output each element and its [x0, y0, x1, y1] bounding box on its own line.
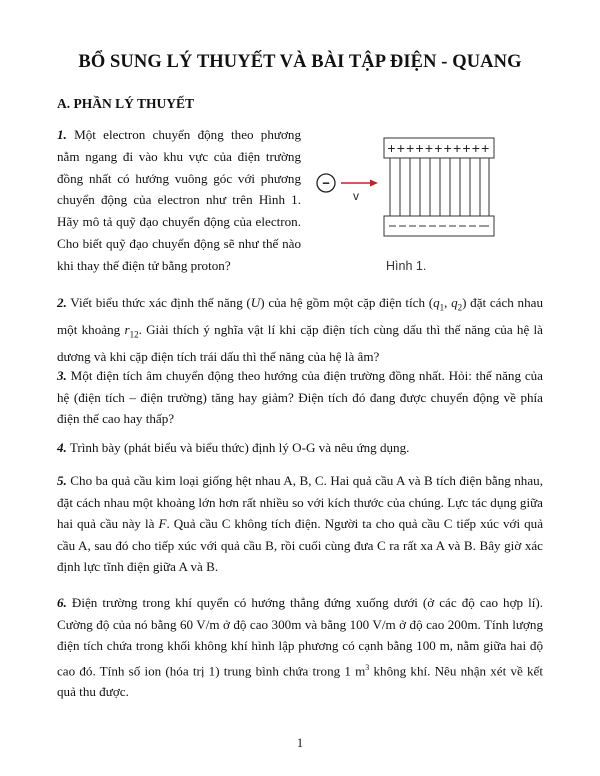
- question-1: [57, 124, 301, 277]
- page-title: BỔ SUNG LÝ THUYẾT VÀ BÀI TẬP ĐIỆN - QUANG: [78, 52, 522, 72]
- question-number: 5.: [57, 473, 67, 488]
- question-5: [57, 470, 543, 578]
- math-symbol: U: [250, 295, 261, 310]
- question-6: [57, 592, 543, 703]
- math-subscript: 2: [457, 302, 463, 313]
- math-subscript: 1: [439, 302, 445, 313]
- figure-caption: Hình 1.: [386, 259, 427, 273]
- text-segment: . Quả cầu C không tích điện. Người ta cho quả cầu C tiếp xúc với quả cầu A, sau đó cho tiếp xúc với quả cầu B, rồi cuối cùng đưa C ra rất xa A và B. Bây giờ xác định lực tĩnh điện giữa A và B.: [57, 516, 543, 574]
- math-symbol: q: [451, 295, 458, 310]
- text-segment: ,: [444, 295, 452, 310]
- question-number: 1.: [57, 127, 67, 142]
- question-number: 2.: [57, 295, 67, 310]
- question-text: Trình bày (phát biểu và biểu thức) định lý O-G và nêu ứng dụng.: [69, 440, 410, 455]
- figure-1: [312, 132, 532, 274]
- question-text: Một điện tích âm chuyển động theo hướng của điện trường đồng nhất. Hỏi: thế năng của hệ (điện tích – điện trường) tăng hay giảm? Điện tích đó đang được chuyển động về phía điện thế cao hay thấp?: [57, 368, 543, 426]
- math-symbol: q: [433, 295, 440, 310]
- text-segment: không khí. Nêu nhận xét về kết quả thu được.: [57, 662, 543, 700]
- text-segment: ) của hệ gồm một cặp điện tích (: [260, 295, 434, 310]
- arrow-head-icon: [370, 180, 378, 187]
- question-text: Một electron chuyển động theo phương nằm ngang đi vào khu vực của điện trường đồng nhất có hướng vuông góc với phương chuyển động của electron như trên Hình 1. Hãy mô tả quỹ đạo chuyển động của electron. Cho biết quỹ đạo chuyển động sẽ như thế nào khi thay thế điện tử bằng proton?: [57, 127, 302, 273]
- text-segment: Điện trường trong khí quyển có hướng thẳng đứng xuống dưới (ở các độ cao hợp lí). Cường độ của nó bằng 60 V/m ở độ cao 300m và bằng 100 V/m ở độ cao 200m. Tính lượng điện tích chứa trong khối không khí hình lập phương có cạnh bằng 100 m, nằm giữa hai độ cao đó. Tính số ion (hóa trị 1) trung bình chứa trong 1 m: [57, 595, 543, 678]
- question-3: [57, 365, 543, 430]
- velocity-label: v: [353, 189, 359, 203]
- question-2: [57, 292, 543, 368]
- page-number: 1: [296, 736, 304, 750]
- electron-sign: −: [322, 175, 330, 191]
- question-4: [57, 437, 543, 459]
- text-segment: Cho ba quả cầu kim loại giống hệt nhau A, B, C. Hai quả cầu A và B tích điện bằng nhau, đặt cách nhau một khoảng lớn hơn rất nhiều so với kích thước của chúng. Lực tác dụng giữa hai quả cầu này là: [57, 473, 543, 531]
- text-segment: Viết biểu thức xác định thế năng (: [70, 295, 251, 310]
- question-number: 3.: [57, 368, 67, 383]
- positive-charges: +++++++++++: [387, 140, 491, 156]
- math-superscript: 3: [365, 662, 370, 672]
- question-number: 6.: [57, 595, 67, 610]
- section-heading: A. PHẦN LÝ THUYẾT: [57, 96, 195, 111]
- question-number: 4.: [57, 440, 67, 455]
- field-lines: [390, 158, 489, 216]
- text-segment: . Giải thích ý nghĩa vật lí khi cặp điện tích cùng dấu thì thế năng của hệ là dương và khi cặp điện tích trái dấu thì thế năng của hệ là âm?: [57, 322, 543, 365]
- text-segment: ) đặt cách nhau một khoảng: [57, 295, 543, 338]
- math-symbol: r: [124, 322, 130, 338]
- math-symbol: F: [158, 516, 167, 531]
- math-subscript: 12: [129, 329, 139, 340]
